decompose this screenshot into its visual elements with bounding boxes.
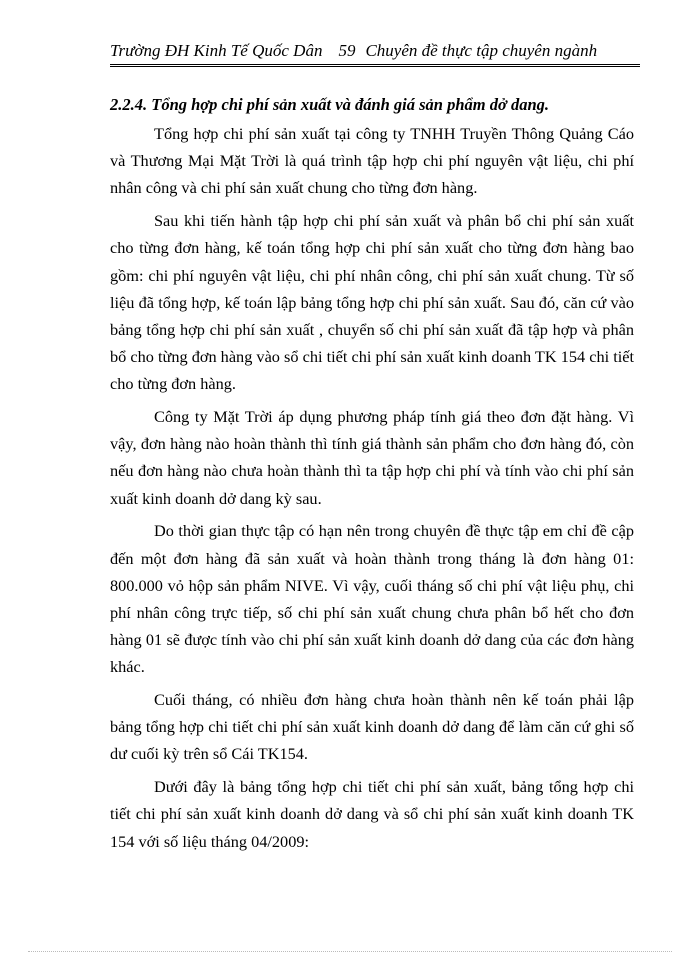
header-page-number: 59 — [338, 41, 356, 60]
paragraph-6: Dưới đây là bảng tổng hợp chi tiết chi phí sản xuất, bảng tổng hợp chi tiết chi phí sản xuất kinh doanh dở dang và sổ chi phí sản xuất kinh doanh TK 154 với số liệu tháng 04/2009: — [110, 777, 634, 851]
page-header — [110, 40, 640, 67]
paragraph-3: Công ty Mặt Trời áp dụng phương pháp tính giá theo đơn đặt hàng. Vì vậy, đơn hàng nào hoàn thành thì tính giá thành sản phẩm cho đơn hàng đó, còn nếu đơn hàng nào chưa hoàn thành thì ta tập hợp chi phí và tính vào chi phí sản xuất kinh doanh dở dang kỳ sau. — [110, 407, 634, 508]
paragraph-5: Cuối tháng, có nhiều đơn hàng chưa hoàn thành nên kế toán phải lập bảng tổng hợp chi tiết chi phí sản xuất kinh doanh dở dang để làm căn cứ ghi số dư cuối kỳ trên sổ Cái TK154. — [110, 690, 634, 764]
paragraph-2: Sau khi tiến hành tập hợp chi phí sản xuất và phân bổ chi phí sản xuất cho từng đơn hàng, kế toán tổng hợp chi phí sản xuất cho từng đơn hàng bao gồm: chi phí nguyên vật liệu, chi phí nhân công, chi phí sản xuất chung. Từ số liệu đã tổng hợp, kế toán lập bảng tổng hợp chi phí sản xuất. Sau đó, căn cứ vào bảng tổng hợp chi phí sản xuất , chuyển số chi phí sản xuất đã tập hợp và phân bổ cho từng đơn hàng vào sổ chi tiết chi phí sản xuất kinh doanh TK 154 chi tiết cho từng đơn hàng. — [110, 211, 634, 394]
section-title: 2.2.4. Tổng hợp chi phí sản xuất và đánh giá sản phẩm dở dang. — [110, 95, 550, 114]
header-school: Trường ĐH Kinh Tế Quốc Dân — [110, 41, 323, 60]
document-body — [110, 92, 634, 860]
paragraph-1: Tổng hợp chi phí sản xuất tại công ty TNHH Truyền Thông Quảng Cáo và Thương Mại Mặt Trời là quá trình tập hợp chi phí nguyên vật liệu, chi phí nhân công và chi phí sản xuất chung cho từng đơn hàng. — [110, 124, 634, 198]
header-title: Chuyên đề thực tập chuyên ngành — [365, 41, 598, 60]
paragraph-4: Do thời gian thực tập có hạn nên trong chuyên đề thực tập em chỉ đề cập đến một đơn hàng đã sản xuất và hoàn thành trong tháng là đơn hàng 01: 800.000 vỏ hộp sản phẩm NIVE. Vì vậy, cuối tháng số chi phí vật liệu phụ, chi phí nhân công trực tiếp, số chi phí sản xuất chung chưa phân bổ hết cho đơn hàng 01 sẽ được tính vào chi phí sản xuất kinh doanh dở dang của các đơn hàng khác. — [110, 521, 634, 677]
page-bottom-border — [28, 951, 672, 952]
